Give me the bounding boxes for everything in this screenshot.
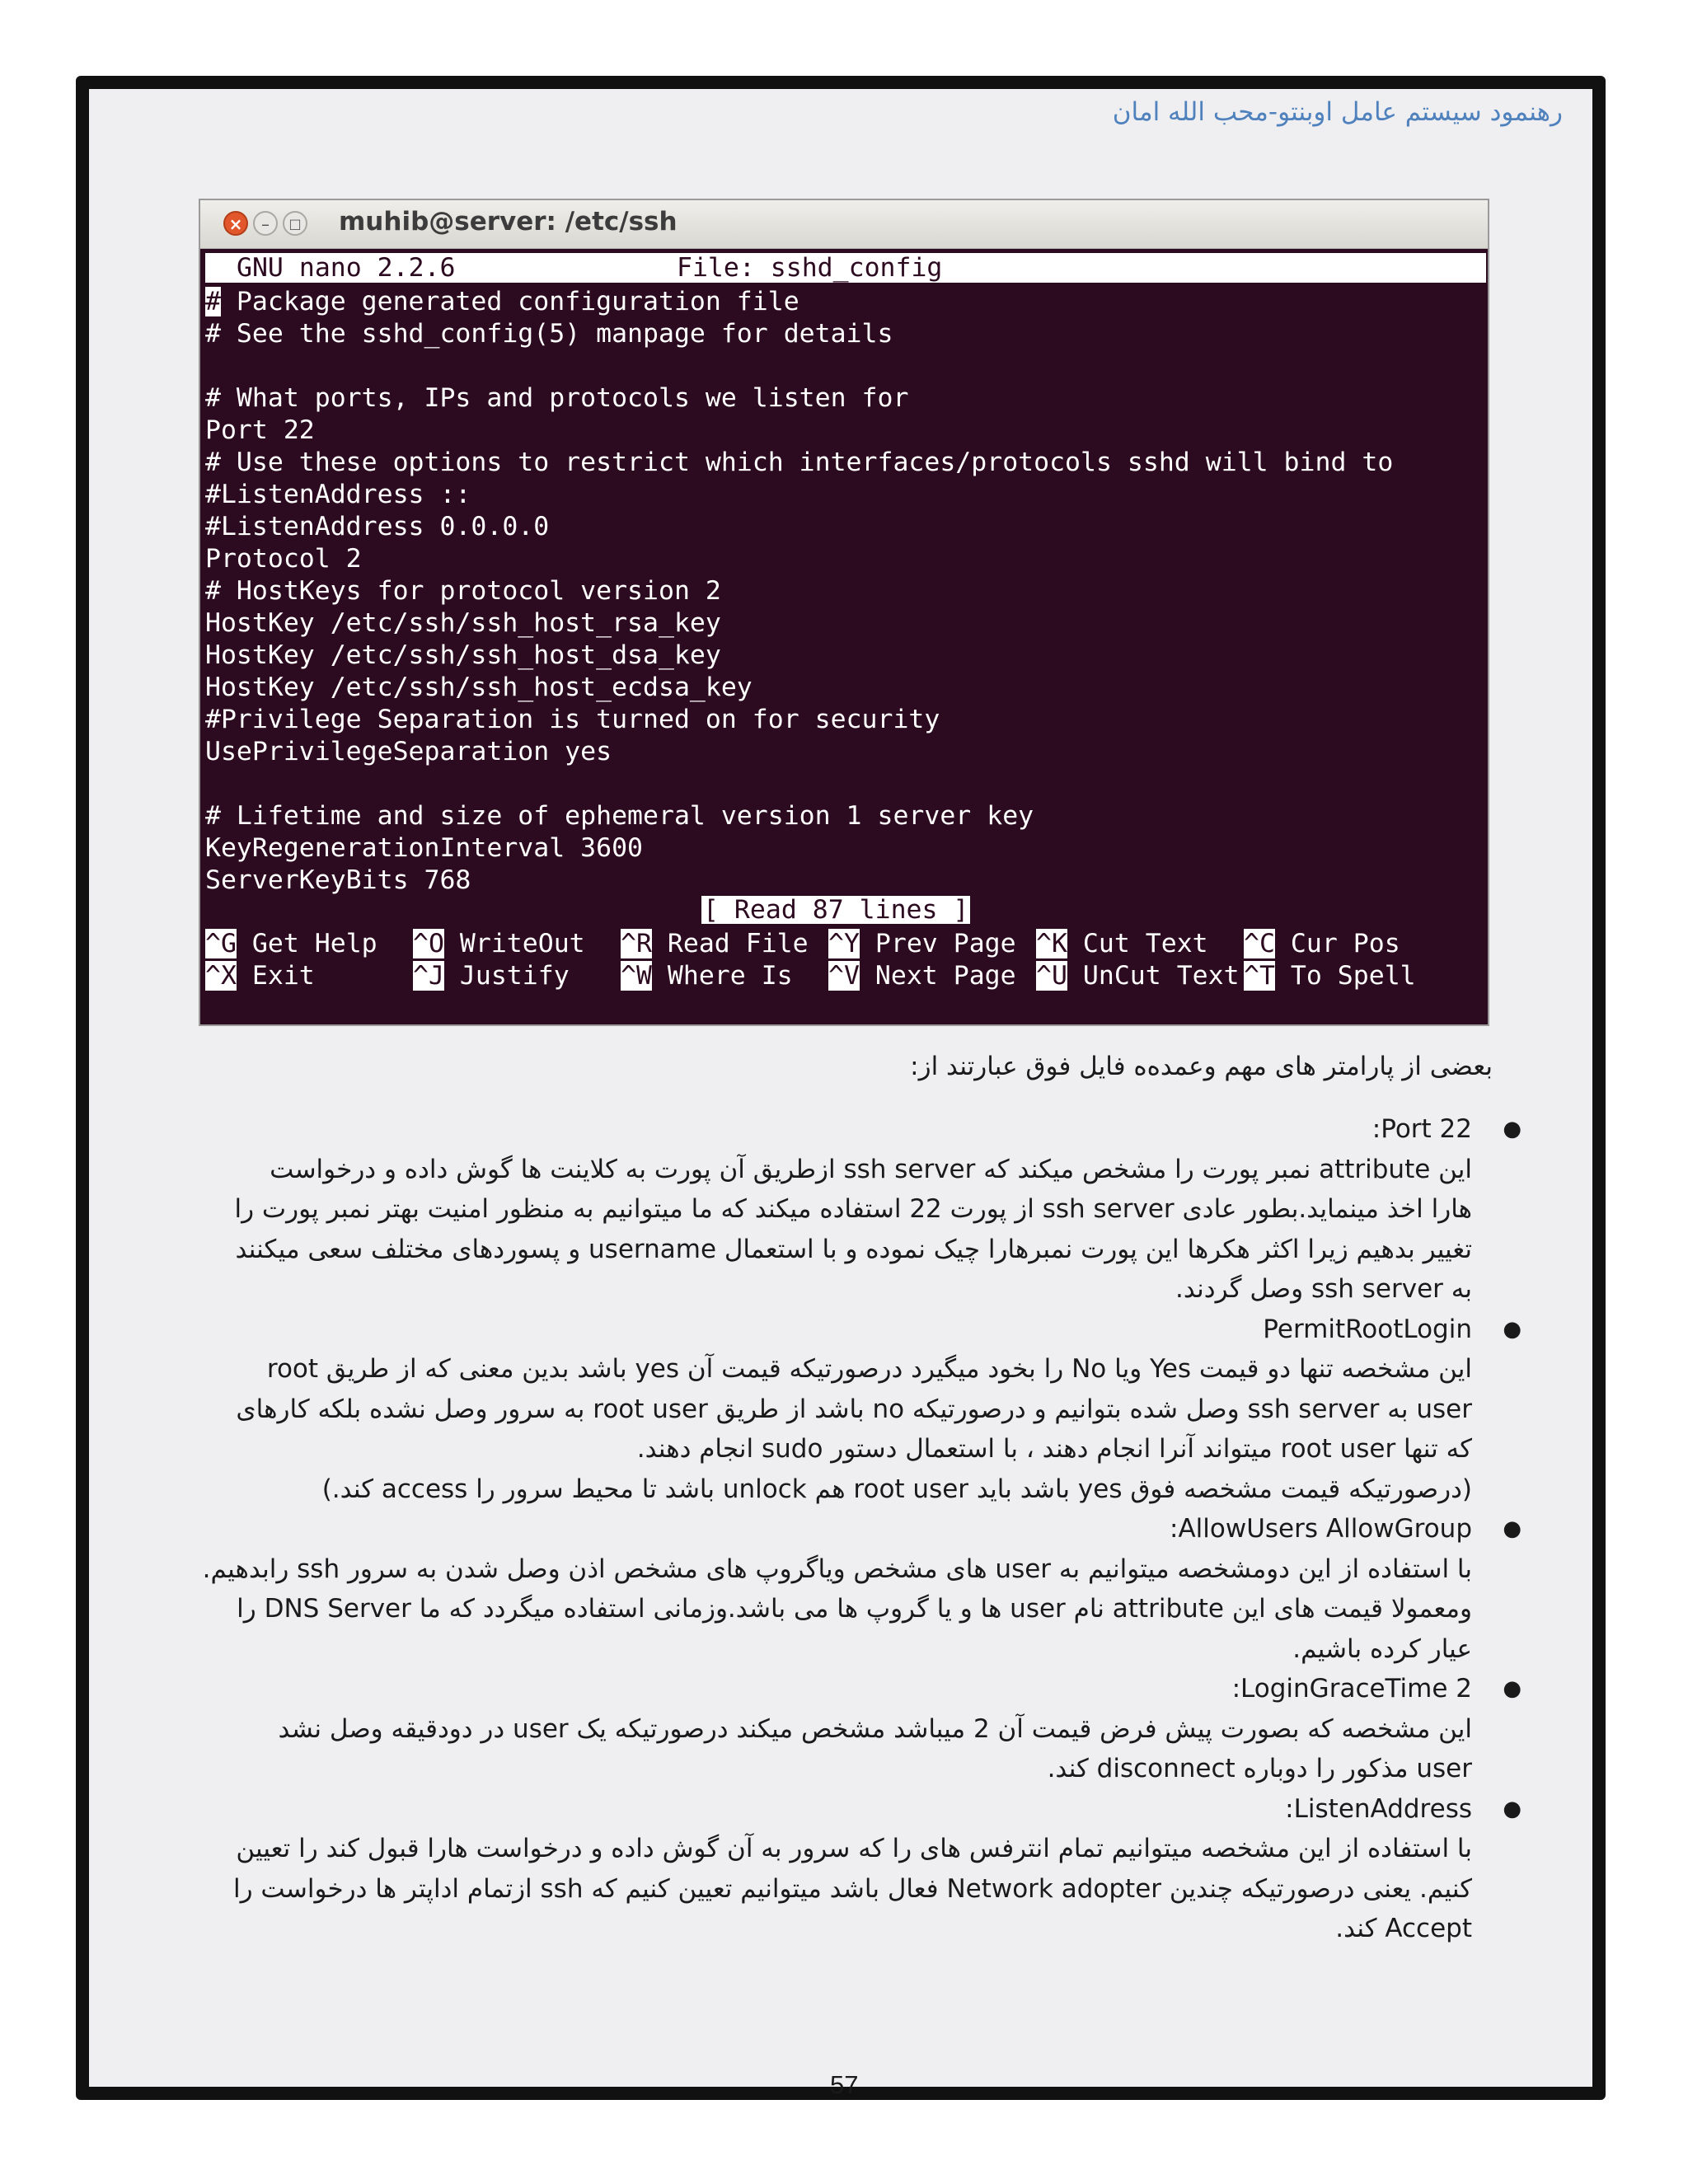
bullet-icon: ● — [1503, 1796, 1522, 1821]
parameter-list — [186, 1109, 1522, 1949]
parameter-description-line: عیار کرده باشیم. — [1292, 1633, 1472, 1664]
parameter-description-line: هارا اخذ مینماید.بطور عادی ssh server از پورت 22 استفاده میکند که ما میتوانیم به منظور امنیت بهتر نمبر پورت را — [234, 1194, 1472, 1224]
list-item — [186, 1789, 1522, 1949]
list-item — [186, 1109, 1522, 1310]
parameter-description-line: user مذکور را دوباره disconnect کند. — [1047, 1754, 1472, 1783]
nano-file-name: File: sshd_config — [677, 253, 943, 283]
editor-line: KeyRegenerationInterval 3600 — [205, 833, 644, 863]
shortcut-get-help[interactable]: ^G Get Help — [205, 929, 377, 958]
editor-line: HostKey /etc/ssh/ssh_host_dsa_key — [205, 640, 721, 670]
parameter-name: AllowUsers AllowGroup: — [1170, 1514, 1472, 1544]
parameter-description-line: ومعمولا قیمت های این attribute نام user ها و یا گروپ ها می باشد.وزمانی استفاده میگردد که ما DNS Server را — [237, 1594, 1472, 1624]
parameter-description-line: این مشخصه تنها دو قیمت Yes ویا No را بخود میگیرد درصورتیکه قیمت آن yes باشد بدین معنی که از طریق root — [266, 1354, 1472, 1384]
parameter-description-line: به ssh server وصل گردند. — [1175, 1274, 1472, 1304]
editor-line: #ListenAddress :: — [205, 480, 471, 509]
editor-line: Port 22 — [205, 415, 315, 445]
parameter-description-line: با استفاده از این دومشخصه میتوانیم به user های مشخص ویاگروپ های مشخص اذن وصل شدن به سرور ssh رابدهیم. — [202, 1554, 1472, 1584]
bullet-icon: ● — [1503, 1676, 1522, 1701]
document-header: رهنمود سیستم عامل اوبنتو-محب الله امان — [1112, 97, 1563, 127]
parameter-description-line: این attribute نمبر پورت را مشخص میکند که ssh server ازطریق آن پورت به کلاینت ها گوش داده و درخواست — [270, 1154, 1472, 1184]
terminal-window — [199, 199, 1489, 1026]
shortcut-exit[interactable]: ^X Exit — [205, 961, 315, 991]
editor-line: #ListenAddress 0.0.0.0 — [205, 512, 550, 541]
bullet-icon: ● — [1503, 1516, 1522, 1541]
parameter-description-line: Accept کند. — [1335, 1914, 1472, 1943]
shortcut-uncut-text[interactable]: ^U UnCut Text — [1036, 961, 1240, 991]
parameter-description-line: (درصورتیکه قیمت مشخصه فوق yes باشد باید root user هم unlock باشد تا محیط سرور را access کند.) — [321, 1474, 1472, 1504]
editor-line: ServerKeyBits 768 — [205, 865, 471, 895]
editor-line: UsePrivilegeSeparation yes — [205, 737, 612, 766]
editor-line: # Package generated configuration file — [205, 287, 799, 316]
parameter-description-line: این مشخصه که بصورت پیش فرض قیمت آن 2 میباشد مشخص میکند درصورتیکه یک user در دودقیقه وصل نشد — [278, 1713, 1472, 1744]
editor-line: # Lifetime and size of ephemeral version 1 server key — [205, 801, 1034, 831]
list-item — [186, 1310, 1522, 1510]
page-number: 57 — [830, 2070, 859, 2099]
bullet-icon: ● — [1503, 1316, 1522, 1342]
nano-status-message: [ Read 87 lines ] — [703, 895, 969, 925]
parameter-description-line: با استفاده از این مشخصه میتوانیم تمام انترفس های را که سرور به آن گوش داده و درخواست هارا قبول کند را تعیین — [236, 1834, 1472, 1863]
shortcut-where-is[interactable]: ^W Where Is — [621, 961, 793, 991]
shortcut-justify[interactable]: ^J Justify — [413, 961, 570, 991]
parameter-description-line: تغییر بدهیم زیرا اکثر هکرها این پورت نمبرهارا چیک نموده و با استعمال username و پسوردهای مختلف سعی میکنند — [235, 1234, 1472, 1264]
shortcut-read-file[interactable]: ^R Read File — [621, 929, 809, 958]
list-item — [186, 1509, 1522, 1669]
editor-line: # HostKeys for protocol version 2 — [205, 576, 721, 606]
text-cursor: # — [205, 287, 221, 316]
editor-line: HostKey /etc/ssh/ssh_host_rsa_key — [205, 608, 721, 638]
terminal-titlebar — [200, 200, 1488, 249]
editor-line: HostKey /etc/ssh/ssh_host_ecdsa_key — [205, 673, 753, 702]
terminal-title: muhib@server: /etc/ssh — [339, 207, 678, 237]
editor-line: # See the sshd_config(5) manpage for details — [205, 319, 893, 349]
editor-line: Protocol 2 — [205, 544, 362, 574]
parameter-name: LoginGraceTime 2: — [1231, 1674, 1472, 1704]
editor-line: #Privilege Separation is turned on for security — [205, 705, 940, 734]
shortcut-next-page[interactable]: ^V Next Page — [828, 961, 1016, 991]
parameter-name: ListenAddress: — [1285, 1793, 1472, 1824]
intro-paragraph: بعضی از پارامتر های مهم وعمده‌ه فایل فوق عبارتند از: — [910, 1052, 1493, 1081]
close-icon[interactable]: × — [223, 211, 248, 236]
nano-version: GNU nano 2.2.6 — [237, 253, 456, 283]
bullet-icon: ● — [1503, 1117, 1522, 1141]
parameter-name: PermitRootLogin — [1263, 1314, 1472, 1344]
shortcut-to-spell[interactable]: ^T To Spell — [1244, 961, 1416, 991]
list-item — [186, 1669, 1522, 1789]
nano-editor[interactable] — [200, 250, 1488, 1024]
shortcut-cur-pos[interactable]: ^C Cur Pos — [1244, 929, 1400, 958]
parameter-description-line: که تنها root user میتواند آنرا انجام دهند ، با استعمال دستور sudo انجام دهند. — [636, 1434, 1472, 1464]
parameter-description-line: کنیم. یعنی درصورتیکه چندین Network adopter فعال باشد میتوانیم تعیین کنیم که ssh ازتمام اداپتر ها درخواست را — [233, 1873, 1472, 1904]
editor-line: # What ports, IPs and protocols we listen for — [205, 383, 909, 413]
shortcut-cut-text[interactable]: ^K Cut Text — [1036, 929, 1208, 958]
shortcut-prev-page[interactable]: ^Y Prev Page — [828, 929, 1016, 958]
parameter-description-line: user به ssh server وصل شده بتوانیم و درصورتیکه no باشد از طریق root user به سرور وصل نشده بلکه کارهای — [236, 1394, 1472, 1424]
parameter-name: Port 22: — [1372, 1114, 1472, 1144]
editor-line: # Use these options to restrict which interfaces/protocols sshd will bind to — [205, 448, 1394, 477]
nano-header-bar — [205, 253, 1486, 283]
shortcut-writeout[interactable]: ^O WriteOut — [413, 929, 585, 958]
maximize-icon[interactable]: □ — [283, 211, 307, 236]
minimize-icon[interactable]: – — [253, 211, 278, 236]
